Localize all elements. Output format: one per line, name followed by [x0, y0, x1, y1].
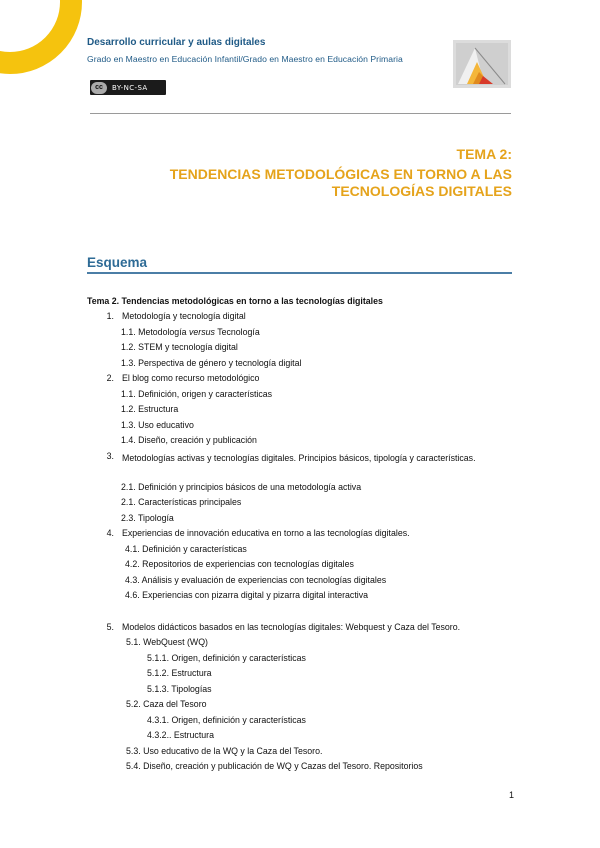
section-divider	[87, 272, 512, 274]
list-item: 1.3. Perspectiva de género y tecnología digital	[121, 358, 302, 368]
tema-label: TEMA 2:	[456, 146, 512, 162]
list-item: 2.3. Tipología	[121, 513, 174, 523]
list-item: 4.3.1. Origen, definición y características	[147, 715, 306, 725]
list-item: 5.1.2. Estructura	[147, 668, 212, 678]
list-item: 5.1.1. Origen, definición y características	[147, 653, 306, 663]
corner-decoration	[0, 0, 82, 74]
license-text: BY-NC-SA	[112, 83, 148, 92]
outline-title: Tema 2. Tendencias metodológicas en torno a las tecnologías digitales	[87, 296, 383, 306]
list-item: 4.2. Repositorios de experiencias con tecnologías digitales	[125, 559, 354, 569]
list-item: 1.3. Uso educativo	[121, 420, 194, 430]
list-item: 4.3.2.. Estructura	[147, 730, 214, 740]
list-item: 1.2. STEM y tecnología digital	[121, 342, 238, 352]
list-item: 4.1. Definición y características	[125, 544, 247, 554]
list-item: 5.1. WebQuest (WQ)	[126, 637, 208, 647]
list-item: 5.2. Caza del Tesoro	[126, 699, 207, 709]
university-logo-icon	[453, 40, 511, 88]
list-item: 4.3. Análisis y evaluación de experiencias con tecnologías digitales	[125, 575, 387, 585]
list-item: 5.3. Uso educativo de la WQ y la Caza del Tesoro.	[126, 746, 323, 756]
cc-license-badge	[90, 80, 166, 95]
cc-icon: cc	[91, 82, 107, 94]
list-item: 5.4. Diseño, creación y publicación de WQ y Cazas del Tesoro. Repositorios	[126, 761, 423, 771]
list-item: 1.1. Definición, origen y características	[121, 389, 273, 399]
header-divider	[90, 113, 511, 114]
list-item: 2.1. Definición y principios básicos de una metodología activa	[121, 482, 362, 492]
section-heading: Esquema	[87, 255, 148, 270]
list-item: 2.1. Características principales	[121, 497, 242, 507]
degree-title: Grado en Maestro en Educación Infantil/Grado en Maestro en Educación Primaria	[87, 54, 403, 64]
list-item: 5.1.3. Tipologías	[147, 684, 212, 694]
course-title: Desarrollo curricular y aulas digitales	[87, 37, 266, 48]
list-item: 1.1. Metodología versus Tecnología	[121, 327, 260, 337]
list-item: 1.4. Diseño, creación y publicación	[121, 435, 257, 445]
page-number: 1	[509, 790, 515, 800]
list-item: 4.6. Experiencias con pizarra digital y pizarra digital interactiva	[125, 590, 369, 600]
list-item: 1.2. Estructura	[121, 404, 179, 414]
tema-title: TENDENCIAS METODOLÓGICAS EN TORNO A LAS TECNOLOGÍAS DIGITALES	[169, 166, 512, 199]
